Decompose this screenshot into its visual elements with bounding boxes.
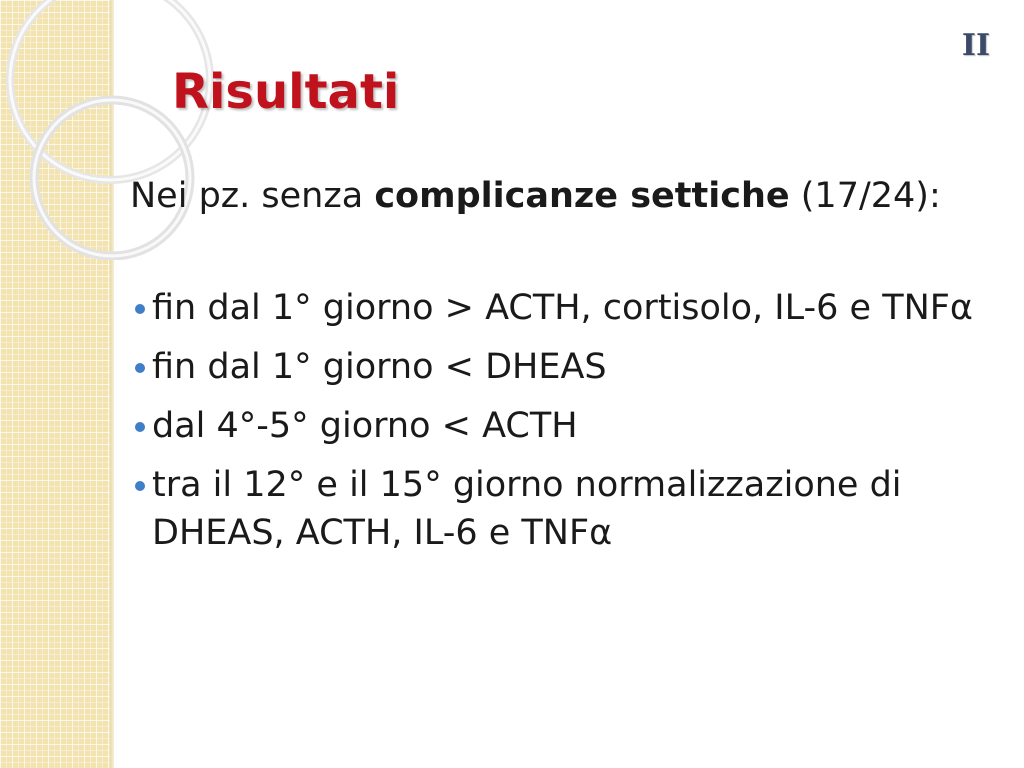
bullet-dot-icon <box>135 481 145 491</box>
bullet-text: dal 4°-5° giorno < ACTH <box>152 406 578 446</box>
intro-suffix: (17/24): <box>789 176 941 216</box>
bullet-text: fin dal 1° giorno > ACTH, cortisolo, IL-6 e TNFα <box>152 288 973 328</box>
side-divider <box>110 0 114 768</box>
list-item <box>130 284 980 332</box>
list-item <box>130 343 980 391</box>
intro-bold: complicanze settiche <box>374 176 790 216</box>
intro-paragraph <box>130 172 980 220</box>
bullet-dot-icon <box>135 422 145 432</box>
slide-title: Risultati <box>172 64 400 120</box>
bullet-list <box>130 284 980 557</box>
bullet-dot-icon <box>135 363 145 373</box>
intro-prefix: Nei pz. senza <box>130 176 375 216</box>
list-item <box>130 461 980 557</box>
slide-number: II <box>961 28 990 63</box>
bullet-text: fin dal 1° giorno < DHEAS <box>152 347 607 387</box>
list-item <box>130 402 980 450</box>
slide-content <box>130 172 980 568</box>
bullet-dot-icon <box>135 304 145 314</box>
bullet-text: tra il 12° e il 15° giorno normalizzazione di DHEAS, ACTH, IL-6 e TNFα <box>152 465 902 553</box>
side-grid-panel <box>0 0 112 768</box>
